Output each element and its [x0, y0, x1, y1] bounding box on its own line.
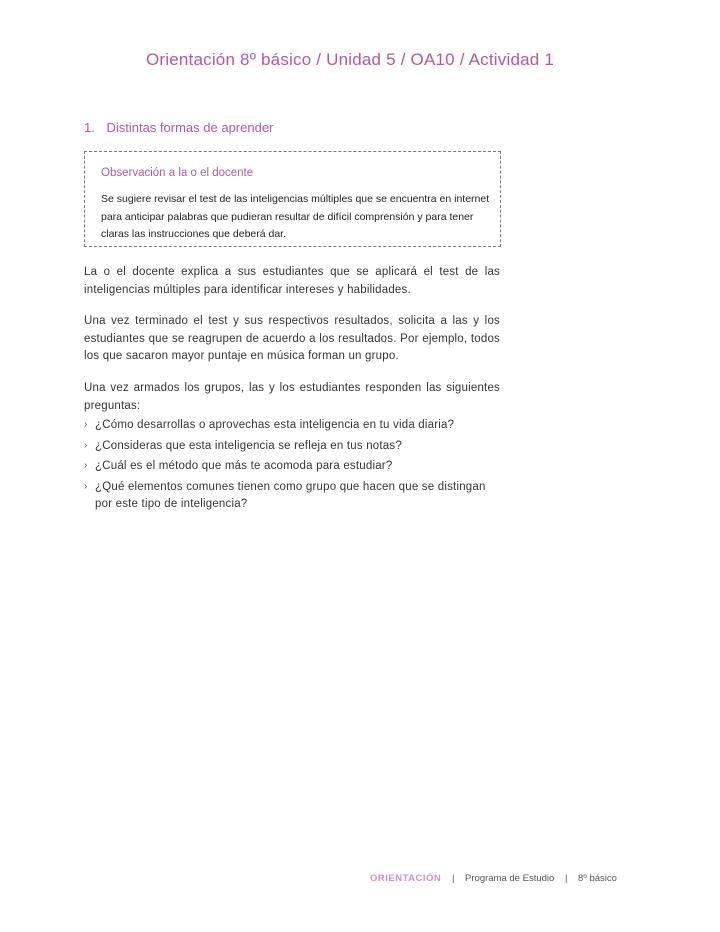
teacher-note-title: Observación a la o el docente: [101, 167, 254, 179]
question-text: ¿Cómo desarrollas o aprovechas esta inteligencia en tu vida diaria?: [95, 419, 455, 431]
chevron-right-icon: ›: [84, 460, 88, 471]
footer-separator: |: [564, 873, 568, 884]
section-title-text: Distintas formas de aprender: [106, 120, 274, 135]
chevron-right-icon: ›: [84, 439, 88, 451]
footer-separator: |: [451, 873, 455, 884]
chevron-right-icon: ›: [84, 419, 88, 430]
list-item: [84, 438, 500, 456]
section-number: 1.: [84, 120, 95, 135]
section-title: [84, 120, 273, 135]
page-footer: [370, 873, 617, 884]
question-text: ¿Consideras que esta inteligencia se refleja en tus notas?: [95, 439, 402, 452]
chevron-right-icon: ›: [84, 480, 88, 492]
teacher-note-text: Se sugiere revisar el test de las inteligencias múltiples que se encuentra en internet para anticipar palabras que pudieran resultar de difícil comprensión y para tener claras las instrucciones que deberá dar.: [101, 193, 490, 240]
page-header-title: Orientación 8º básico / Unidad 5 / OA10 / Actividad 1: [145, 50, 555, 69]
list-item: [84, 479, 500, 514]
questions-list: [84, 417, 500, 517]
list-item: [84, 458, 500, 476]
footer-program: Programa de Estudio: [465, 873, 555, 884]
footer-subject: ORIENTACIÓN: [370, 873, 442, 884]
paragraph-questions-intro: Una vez armados los grupos, las y los estudiantes responden las siguientes preguntas:: [84, 382, 500, 412]
question-text: ¿Qué elementos comunes tienen como grupo que hacen que se distingan por este tipo de inteligencia?: [95, 480, 486, 510]
footer-grade: 8º básico: [578, 873, 617, 884]
teacher-note-box: [84, 151, 501, 247]
list-item: [84, 417, 500, 435]
paragraph-regroup: Una vez terminado el test y sus respectivos resultados, solicita a las y los estudiantes que se reagrupen de acuerdo a los resultados. Por ejemplo, todos los que sacaron mayor puntaje en música forman un grupo.: [84, 315, 500, 362]
question-text: ¿Cuál es el método que más te acomoda para estudiar?: [95, 460, 393, 472]
paragraph-intro: La o el docente explica a sus estudiantes que se aplicará el test de las inteligencias múltiples para identificar intereses y habilidades.: [84, 266, 500, 296]
